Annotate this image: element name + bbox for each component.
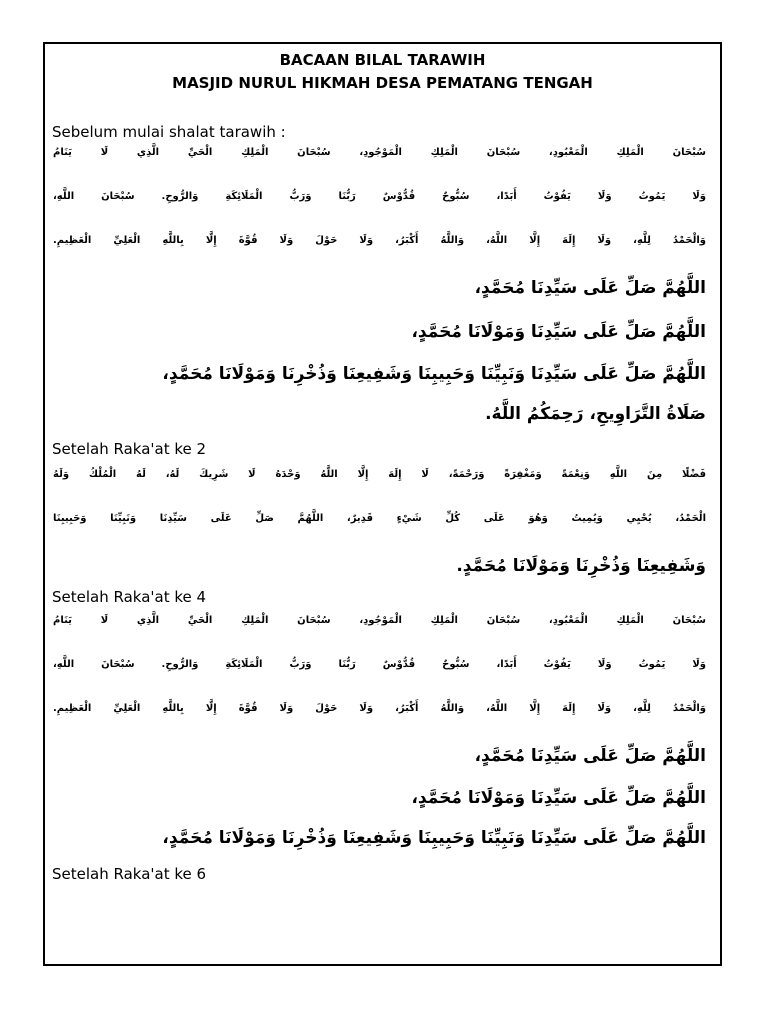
arabic-line: اللَّهُمَّ صَلِّ عَلَى سَيِّدِنَا وَنَبِيِّنَا وَحَبِيبِنَا وَشَفِيعِنَا وَذُخْرِنَا وَمَوْلَانَا مُحَمَّدٍ، [162,828,706,848]
arabic-line: اللَّهُمَّ صَلِّ عَلَى سَيِّدِنَا وَنَبِيِّنَا وَحَبِيبِنَا وَشَفِيعِنَا وَذُخْرِنَا وَمَوْلَانَا مُحَمَّدٍ، [162,364,706,384]
arabic-line: اللَّهُمَّ صَلِّ عَلَى سَيِّدِنَا وَمَوْلَانَا مُحَمَّدٍ، [411,322,706,342]
arabic-line: وَلَا يَمُوتُ وَلَا يَفُوْتُ أَبَدًا، سُبُّوحٌ قُدُّوْسٌ رَبُّنَا وَرَبُّ الْمَلَائِكَةِ وَالرُّوحِ. سُبْحَانَ اللَّهِ، [53,191,706,202]
arabic-line: صَلَاةُ التَّرَاوِيحِ، رَحِمَكُمُ اللَّهُ. [485,404,706,424]
arabic-line: وَلَا يَمُوتُ وَلَا يَفُوْتُ أَبَدًا، سُبُّوحٌ قُدُّوْسٌ رَبُّنَا وَرَبُّ الْمَلَائِكَةِ وَالرُّوحِ. سُبْحَانَ اللَّهِ، [53,659,706,670]
arabic-line: اللَّهُمَّ صَلِّ عَلَى سَيِّدِنَا وَمَوْلَانَا مُحَمَّدٍ، [411,788,706,808]
arabic-line: وَالْحَمْدُ لِلَّهِ، وَلَا إِلَهَ إِلَّا اللَّهُ، وَاللَّهُ أَكْبَرُ، وَلَا حَوْلَ وَلَا قُوَّةَ إِلَّا بِاللَّهِ الْعَلِيِّ الْعَظِيمِ. [53,235,706,246]
arabic-line: الْحَمْدُ، يُحْيِي وَيُمِيتُ وَهُوَ عَلَى كُلِّ شَيْءٍ قَدِيرٌ، اللَّهُمَّ صَلِّ عَلَى سَيِّدِنَا وَنَبِيِّنَا وَحَبِيبِنَا [53,513,706,524]
section-label-before-tarawih: Sebelum mulai shalat tarawih : [52,123,286,141]
arabic-line: اللَّهُمَّ صَلِّ عَلَى سَيِّدِنَا مُحَمَّدٍ، [474,278,706,298]
document-title: BACAAN BILAL TARAWIH [279,51,486,69]
arabic-line: سُبْحَانَ الْمَلِكِ الْمَعْبُودِ، سُبْحَانَ الْمَلِكِ الْمَوْجُودِ، سُبْحَانَ الْمَلِكِ الْحَيِّ الَّذِي لَا يَنَامُ [53,147,706,158]
arabic-line: اللَّهُمَّ صَلِّ عَلَى سَيِّدِنَا مُحَمَّدٍ، [474,746,706,766]
document-subtitle: MASJID NURUL HIKMAH DESA PEMATANG TENGAH [172,74,593,92]
arabic-line: وَشَفِيعِنَا وَذُخْرِنَا وَمَوْلَانَا مُحَمَّدٍ. [456,556,706,576]
arabic-line: فَضْلًا مِنَ اللَّهِ وَنِعْمَةً وَمَغْفِرَةً وَرَحْمَةً، لَا إِلَهَ إِلَّا اللَّهُ وَحْدَهُ لَا شَرِيكَ لَهُ، لَهُ الْمُلْكُ وَلَهُ [53,469,706,480]
section-label-rakaat-6: Setelah Raka'at ke 6 [52,865,207,883]
arabic-line: وَالْحَمْدُ لِلَّهِ، وَلَا إِلَهَ إِلَّا اللَّهُ، وَاللَّهُ أَكْبَرُ، وَلَا حَوْلَ وَلَا قُوَّةَ إِلَّا بِاللَّهِ الْعَلِيِّ الْعَظِيمِ. [53,703,706,714]
arabic-line: سُبْحَانَ الْمَلِكِ الْمَعْبُودِ، سُبْحَانَ الْمَلِكِ الْمَوْجُودِ، سُبْحَانَ الْمَلِكِ الْحَيِّ الَّذِي لَا يَنَامُ [53,615,706,626]
section-label-rakaat-2: Setelah Raka'at ke 2 [52,440,207,458]
document-page [43,42,722,966]
section-label-rakaat-4: Setelah Raka'at ke 4 [52,588,207,606]
